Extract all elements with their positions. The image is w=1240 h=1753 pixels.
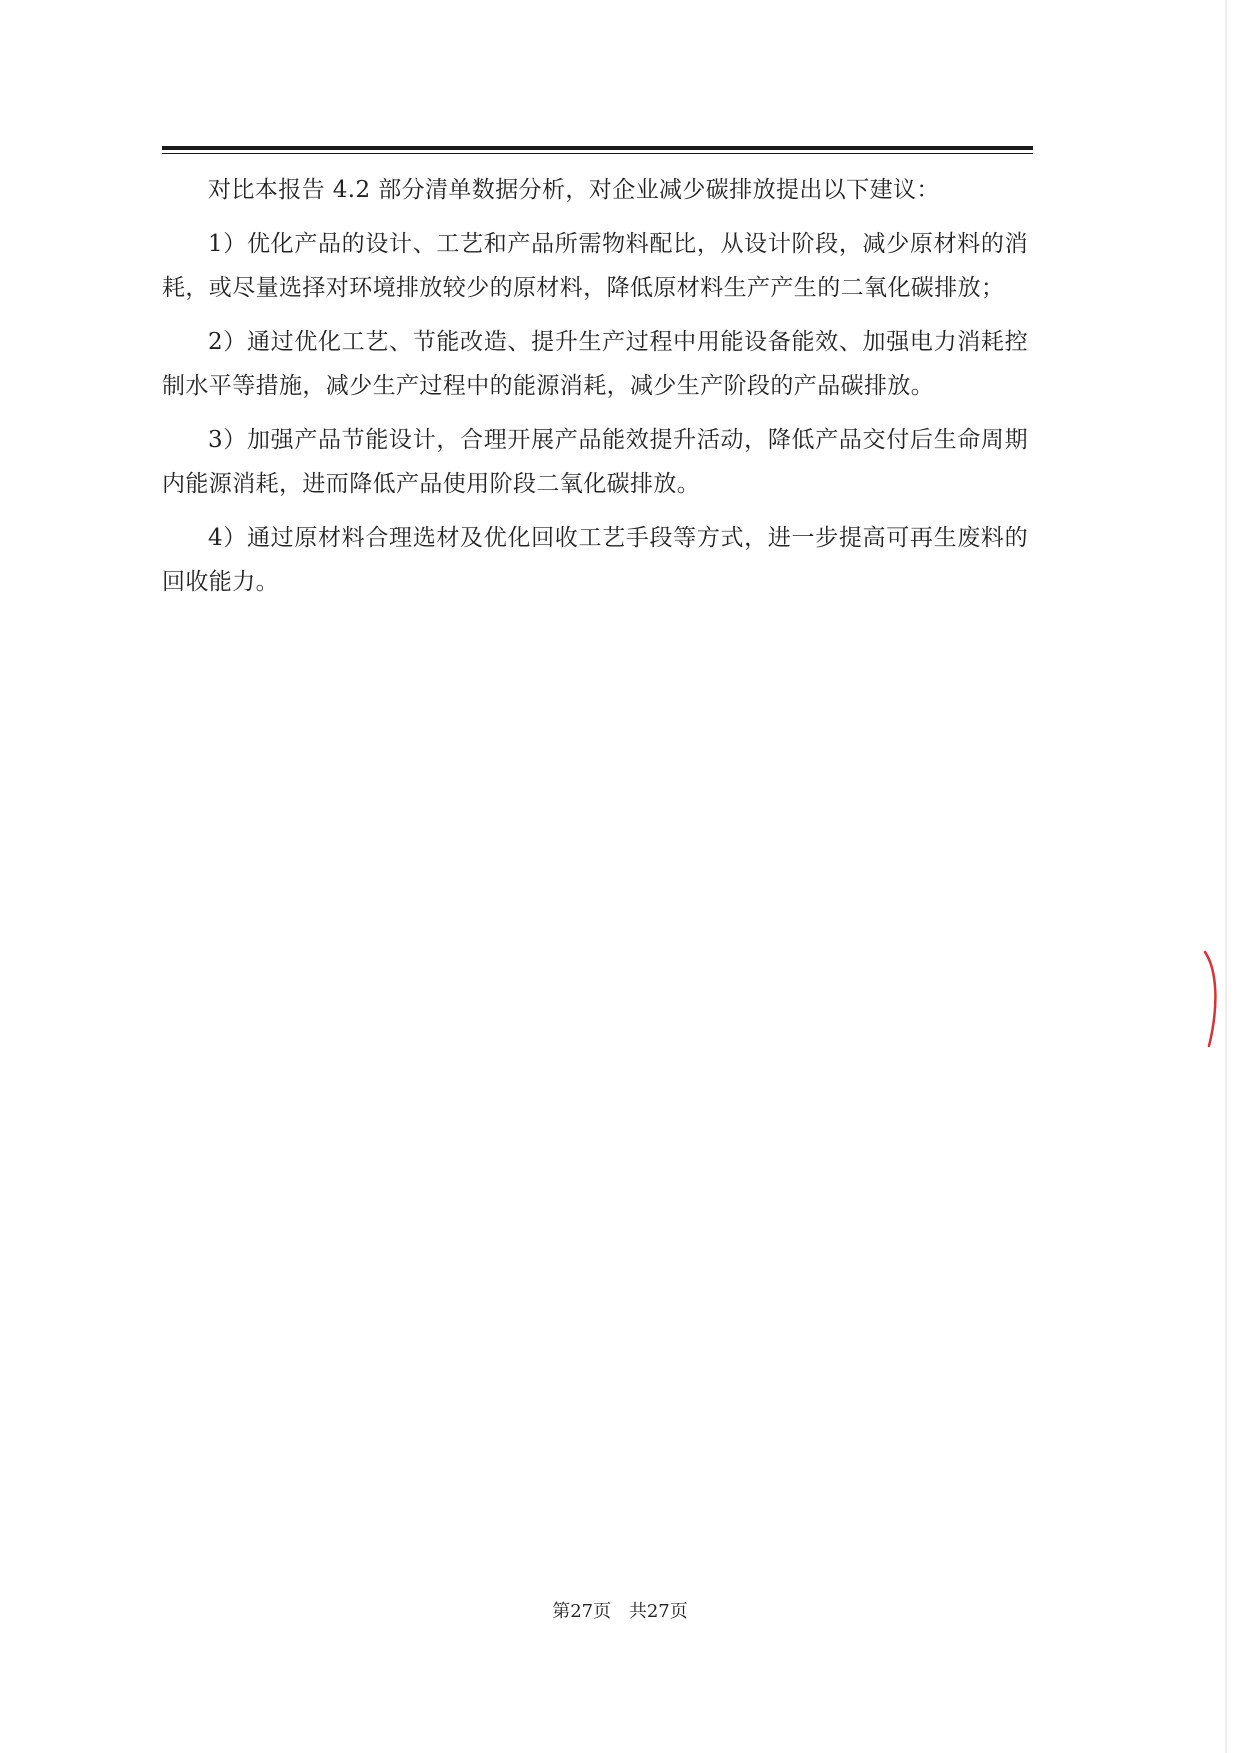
recommendation-item-3: 3）加强产品节能设计，合理开展产品能效提升活动，降低产品交付后生命周期内能源消耗，进而降低产品使用阶段二氧化碳排放。 — [162, 426, 1028, 497]
page-edge-shadow — [1225, 0, 1227, 1753]
page-footer — [0, 1597, 1240, 1623]
document-body — [162, 168, 1028, 614]
recommendation-item-4: 4）通过原材料合理选材及优化回收工艺手段等方式，进一步提高可再生废料的回收能力。 — [162, 524, 1028, 595]
intro-paragraph: 对比本报告 4.2 部分清单数据分析，对企业减少碳排放提出以下建议： — [208, 177, 940, 203]
page-number-total: 共27页 — [628, 1601, 688, 1622]
header-rule — [162, 146, 1033, 154]
header-rule-thin — [162, 153, 1033, 154]
recommendation-item-1: 1）优化产品的设计、工艺和产品所需物料配比，从设计阶段，减少原材料的消耗，或尽量选择对环境排放较少的原材料，降低原材料生产产生的二氧化碳排放； — [162, 230, 1028, 301]
page-number-current: 第27页 — [552, 1601, 612, 1622]
recommendation-item-2: 2）通过优化工艺、节能改造、提升生产过程中用能设备能效、加强电力消耗控制水平等措施，减少生产过程中的能源消耗，减少生产阶段的产品碳排放。 — [162, 328, 1028, 399]
header-rule-thick — [162, 146, 1033, 150]
seal-edge-icon — [1203, 950, 1223, 1054]
